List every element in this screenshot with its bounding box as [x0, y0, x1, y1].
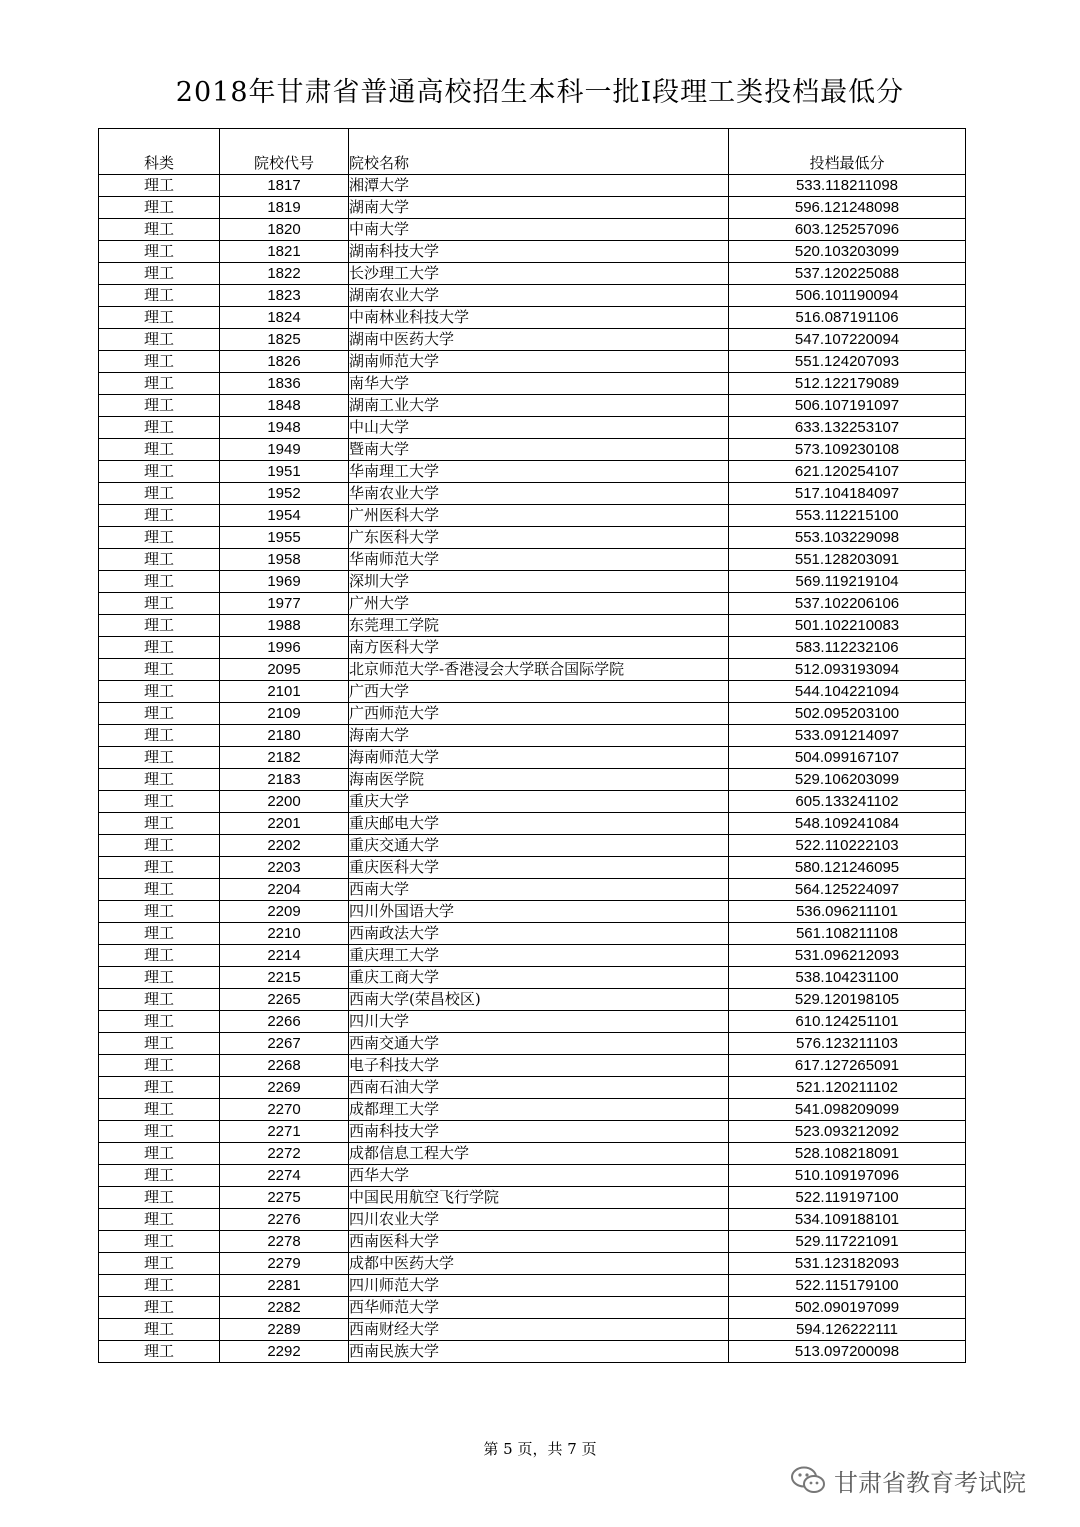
- cell-score: 529.120198105: [729, 989, 966, 1011]
- cell-name: 重庆邮电大学: [349, 813, 729, 835]
- table-row: [99, 395, 966, 417]
- cell-name: 湖南农业大学: [349, 285, 729, 307]
- cell-kelei: 理工: [99, 1209, 220, 1231]
- table-row: [99, 1033, 966, 1055]
- cell-code: 2292: [220, 1341, 349, 1363]
- watermark: [790, 1460, 1026, 1500]
- cell-name: 四川农业大学: [349, 1209, 729, 1231]
- cell-code: 1819: [220, 197, 349, 219]
- table-row: [99, 901, 966, 923]
- cell-kelei: 理工: [99, 725, 220, 747]
- cell-code: 2209: [220, 901, 349, 923]
- cell-score: 506.107191097: [729, 395, 966, 417]
- cell-score: 561.108211108: [729, 923, 966, 945]
- table-row: [99, 417, 966, 439]
- cell-name: 湖南科技大学: [349, 241, 729, 263]
- cell-kelei: 理工: [99, 923, 220, 945]
- cell-code: 2282: [220, 1297, 349, 1319]
- cell-score: 633.132253107: [729, 417, 966, 439]
- cell-name: 西南大学(荣昌校区): [349, 989, 729, 1011]
- cell-score: 512.122179089: [729, 373, 966, 395]
- cell-kelei: 理工: [99, 791, 220, 813]
- table-row: [99, 857, 966, 879]
- cell-kelei: 理工: [99, 219, 220, 241]
- cell-name: 四川大学: [349, 1011, 729, 1033]
- cell-code: 1996: [220, 637, 349, 659]
- score-table: [98, 128, 966, 1363]
- cell-kelei: 理工: [99, 175, 220, 197]
- cell-kelei: 理工: [99, 703, 220, 725]
- cell-code: 1949: [220, 439, 349, 461]
- wechat-icon: [790, 1465, 826, 1495]
- cell-name: 四川外国语大学: [349, 901, 729, 923]
- cell-score: 553.103229098: [729, 527, 966, 549]
- cell-score: 538.104231100: [729, 967, 966, 989]
- cell-code: 2204: [220, 879, 349, 901]
- table-row: [99, 835, 966, 857]
- cell-kelei: 理工: [99, 395, 220, 417]
- cell-score: 580.121246095: [729, 857, 966, 879]
- cell-score: 522.110222103: [729, 835, 966, 857]
- cell-kelei: 理工: [99, 659, 220, 681]
- cell-score: 564.125224097: [729, 879, 966, 901]
- cell-name: 重庆交通大学: [349, 835, 729, 857]
- cell-kelei: 理工: [99, 263, 220, 285]
- cell-code: 1969: [220, 571, 349, 593]
- table-row: [99, 527, 966, 549]
- cell-kelei: 理工: [99, 1011, 220, 1033]
- cell-name: 海南师范大学: [349, 747, 729, 769]
- cell-kelei: 理工: [99, 857, 220, 879]
- cell-code: 1954: [220, 505, 349, 527]
- cell-name: 西南民族大学: [349, 1341, 729, 1363]
- cell-score: 603.125257096: [729, 219, 966, 241]
- cell-code: 2265: [220, 989, 349, 1011]
- cell-code: 1820: [220, 219, 349, 241]
- cell-name: 成都中医药大学: [349, 1253, 729, 1275]
- cell-code: 2278: [220, 1231, 349, 1253]
- cell-score: 512.093193094: [729, 659, 966, 681]
- cell-score: 576.123211103: [729, 1033, 966, 1055]
- cell-score: 596.121248098: [729, 197, 966, 219]
- cell-kelei: 理工: [99, 417, 220, 439]
- table-row: [99, 329, 966, 351]
- cell-name: 西南财经大学: [349, 1319, 729, 1341]
- cell-name: 暨南大学: [349, 439, 729, 461]
- cell-code: 1823: [220, 285, 349, 307]
- cell-kelei: 理工: [99, 351, 220, 373]
- cell-score: 523.093212092: [729, 1121, 966, 1143]
- table-row: [99, 505, 966, 527]
- cell-kelei: 理工: [99, 549, 220, 571]
- cell-score: 531.096212093: [729, 945, 966, 967]
- cell-score: 569.119219104: [729, 571, 966, 593]
- cell-code: 2095: [220, 659, 349, 681]
- cell-kelei: 理工: [99, 439, 220, 461]
- cell-name: 重庆大学: [349, 791, 729, 813]
- column-header-score: 投档最低分: [729, 129, 966, 175]
- cell-kelei: 理工: [99, 1297, 220, 1319]
- cell-code: 2279: [220, 1253, 349, 1275]
- table-row: [99, 219, 966, 241]
- cell-code: 2203: [220, 857, 349, 879]
- cell-score: 520.103203099: [729, 241, 966, 263]
- table-row: [99, 1209, 966, 1231]
- table-row: [99, 1253, 966, 1275]
- column-header-name: 院校名称: [349, 129, 729, 175]
- watermark-text: 甘肃省教育考试院: [834, 1468, 1026, 1497]
- cell-code: 2275: [220, 1187, 349, 1209]
- table-row: [99, 1121, 966, 1143]
- cell-kelei: 理工: [99, 1143, 220, 1165]
- table-row: [99, 945, 966, 967]
- cell-score: 605.133241102: [729, 791, 966, 813]
- cell-name: 中南大学: [349, 219, 729, 241]
- cell-kelei: 理工: [99, 1319, 220, 1341]
- cell-code: 2202: [220, 835, 349, 857]
- cell-score: 547.107220094: [729, 329, 966, 351]
- cell-kelei: 理工: [99, 1033, 220, 1055]
- table-row: [99, 593, 966, 615]
- cell-code: 1952: [220, 483, 349, 505]
- cell-score: 529.117221091: [729, 1231, 966, 1253]
- cell-score: 551.128203091: [729, 549, 966, 571]
- cell-score: 502.095203100: [729, 703, 966, 725]
- cell-kelei: 理工: [99, 1187, 220, 1209]
- table-row: [99, 1187, 966, 1209]
- column-header-code: 院校代号: [220, 129, 349, 175]
- table-row: [99, 989, 966, 1011]
- cell-score: 553.112215100: [729, 505, 966, 527]
- cell-kelei: 理工: [99, 945, 220, 967]
- cell-name: 中国民用航空飞行学院: [349, 1187, 729, 1209]
- cell-kelei: 理工: [99, 967, 220, 989]
- cell-code: 1955: [220, 527, 349, 549]
- cell-code: 1826: [220, 351, 349, 373]
- table-row: [99, 1055, 966, 1077]
- table-row: [99, 637, 966, 659]
- cell-name: 湘潭大学: [349, 175, 729, 197]
- cell-name: 长沙理工大学: [349, 263, 729, 285]
- cell-name: 东莞理工学院: [349, 615, 729, 637]
- cell-name: 电子科技大学: [349, 1055, 729, 1077]
- cell-kelei: 理工: [99, 747, 220, 769]
- cell-score: 534.109188101: [729, 1209, 966, 1231]
- cell-score: 528.108218091: [729, 1143, 966, 1165]
- cell-score: 610.124251101: [729, 1011, 966, 1033]
- cell-kelei: 理工: [99, 879, 220, 901]
- cell-kelei: 理工: [99, 505, 220, 527]
- cell-name: 中南林业科技大学: [349, 307, 729, 329]
- table-row: [99, 351, 966, 373]
- table-body: [99, 175, 966, 1363]
- cell-kelei: 理工: [99, 901, 220, 923]
- cell-code: 1824: [220, 307, 349, 329]
- cell-code: 2276: [220, 1209, 349, 1231]
- cell-name: 北京师范大学-香港浸会大学联合国际学院: [349, 659, 729, 681]
- cell-code: 1822: [220, 263, 349, 285]
- cell-code: 2101: [220, 681, 349, 703]
- cell-name: 西南科技大学: [349, 1121, 729, 1143]
- cell-score: 533.118211098: [729, 175, 966, 197]
- cell-kelei: 理工: [99, 329, 220, 351]
- header-row: [99, 129, 966, 175]
- table-row: [99, 615, 966, 637]
- table-row: [99, 923, 966, 945]
- cell-kelei: 理工: [99, 527, 220, 549]
- cell-kelei: 理工: [99, 813, 220, 835]
- cell-name: 广西师范大学: [349, 703, 729, 725]
- cell-score: 506.101190094: [729, 285, 966, 307]
- cell-name: 重庆理工大学: [349, 945, 729, 967]
- table-row: [99, 373, 966, 395]
- cell-code: 1836: [220, 373, 349, 395]
- cell-score: 537.120225088: [729, 263, 966, 285]
- cell-code: 1988: [220, 615, 349, 637]
- cell-score: 594.126222111: [729, 1319, 966, 1341]
- cell-code: 2271: [220, 1121, 349, 1143]
- cell-code: 1848: [220, 395, 349, 417]
- cell-code: 2182: [220, 747, 349, 769]
- cell-kelei: 理工: [99, 1121, 220, 1143]
- cell-name: 湖南师范大学: [349, 351, 729, 373]
- cell-name: 四川师范大学: [349, 1275, 729, 1297]
- cell-code: 2210: [220, 923, 349, 945]
- cell-kelei: 理工: [99, 593, 220, 615]
- table-row: [99, 1319, 966, 1341]
- cell-kelei: 理工: [99, 197, 220, 219]
- cell-code: 2267: [220, 1033, 349, 1055]
- cell-score: 531.123182093: [729, 1253, 966, 1275]
- cell-code: 2274: [220, 1165, 349, 1187]
- table-row: [99, 703, 966, 725]
- cell-kelei: 理工: [99, 461, 220, 483]
- cell-score: 510.109197096: [729, 1165, 966, 1187]
- table-header: [99, 129, 966, 175]
- cell-kelei: 理工: [99, 989, 220, 1011]
- cell-score: 548.109241084: [729, 813, 966, 835]
- table-row: [99, 725, 966, 747]
- cell-code: 2268: [220, 1055, 349, 1077]
- cell-code: 2183: [220, 769, 349, 791]
- cell-score: 504.099167107: [729, 747, 966, 769]
- cell-code: 2269: [220, 1077, 349, 1099]
- cell-kelei: 理工: [99, 1165, 220, 1187]
- cell-code: 1951: [220, 461, 349, 483]
- table-row: [99, 439, 966, 461]
- cell-name: 海南医学院: [349, 769, 729, 791]
- cell-kelei: 理工: [99, 483, 220, 505]
- cell-name: 重庆医科大学: [349, 857, 729, 879]
- table-row: [99, 747, 966, 769]
- cell-name: 广州大学: [349, 593, 729, 615]
- cell-score: 536.096211101: [729, 901, 966, 923]
- cell-code: 2281: [220, 1275, 349, 1297]
- cell-kelei: 理工: [99, 373, 220, 395]
- cell-kelei: 理工: [99, 1077, 220, 1099]
- table-row: [99, 1297, 966, 1319]
- cell-name: 西华师范大学: [349, 1297, 729, 1319]
- cell-score: 502.090197099: [729, 1297, 966, 1319]
- cell-code: 1948: [220, 417, 349, 439]
- table-row: [99, 659, 966, 681]
- cell-kelei: 理工: [99, 681, 220, 703]
- cell-score: 529.106203099: [729, 769, 966, 791]
- table-row: [99, 175, 966, 197]
- cell-score: 533.091214097: [729, 725, 966, 747]
- table-row: [99, 197, 966, 219]
- table-row: [99, 681, 966, 703]
- cell-name: 湖南中医药大学: [349, 329, 729, 351]
- table-row: [99, 1143, 966, 1165]
- cell-name: 西南医科大学: [349, 1231, 729, 1253]
- cell-code: 2200: [220, 791, 349, 813]
- cell-code: 2272: [220, 1143, 349, 1165]
- cell-kelei: 理工: [99, 307, 220, 329]
- cell-code: 2180: [220, 725, 349, 747]
- cell-name: 湖南工业大学: [349, 395, 729, 417]
- table-row: [99, 571, 966, 593]
- table-row: [99, 769, 966, 791]
- table-row: [99, 1341, 966, 1363]
- cell-kelei: 理工: [99, 241, 220, 263]
- cell-code: 2266: [220, 1011, 349, 1033]
- cell-code: 2109: [220, 703, 349, 725]
- cell-kelei: 理工: [99, 637, 220, 659]
- cell-name: 中山大学: [349, 417, 729, 439]
- cell-code: 2270: [220, 1099, 349, 1121]
- cell-name: 成都信息工程大学: [349, 1143, 729, 1165]
- cell-name: 西南政法大学: [349, 923, 729, 945]
- cell-score: 521.120211102: [729, 1077, 966, 1099]
- cell-kelei: 理工: [99, 1099, 220, 1121]
- cell-name: 西南石油大学: [349, 1077, 729, 1099]
- cell-kelei: 理工: [99, 1231, 220, 1253]
- cell-code: 2215: [220, 967, 349, 989]
- table-row: [99, 967, 966, 989]
- cell-name: 广东医科大学: [349, 527, 729, 549]
- cell-score: 513.097200098: [729, 1341, 966, 1363]
- page-number: 第 5 页，共 7 页: [483, 1440, 597, 1458]
- cell-name: 华南师范大学: [349, 549, 729, 571]
- table-row: [99, 1275, 966, 1297]
- table-row: [99, 879, 966, 901]
- cell-name: 南方医科大学: [349, 637, 729, 659]
- table-row: [99, 307, 966, 329]
- cell-name: 华南理工大学: [349, 461, 729, 483]
- cell-name: 南华大学: [349, 373, 729, 395]
- cell-code: 1825: [220, 329, 349, 351]
- cell-name: 西华大学: [349, 1165, 729, 1187]
- cell-code: 2214: [220, 945, 349, 967]
- cell-name: 成都理工大学: [349, 1099, 729, 1121]
- cell-name: 湖南大学: [349, 197, 729, 219]
- table-row: [99, 549, 966, 571]
- cell-code: 2289: [220, 1319, 349, 1341]
- cell-score: 621.120254107: [729, 461, 966, 483]
- cell-score: 537.102206106: [729, 593, 966, 615]
- cell-kelei: 理工: [99, 1275, 220, 1297]
- table-row: [99, 483, 966, 505]
- cell-kelei: 理工: [99, 1253, 220, 1275]
- cell-name: 深圳大学: [349, 571, 729, 593]
- cell-kelei: 理工: [99, 1341, 220, 1363]
- table-row: [99, 263, 966, 285]
- cell-score: 551.124207093: [729, 351, 966, 373]
- cell-score: 517.104184097: [729, 483, 966, 505]
- table-row: [99, 791, 966, 813]
- cell-code: 1821: [220, 241, 349, 263]
- cell-score: 541.098209099: [729, 1099, 966, 1121]
- cell-name: 广州医科大学: [349, 505, 729, 527]
- cell-score: 516.087191106: [729, 307, 966, 329]
- cell-score: 522.115179100: [729, 1275, 966, 1297]
- cell-code: 2201: [220, 813, 349, 835]
- table-row: [99, 1099, 966, 1121]
- cell-code: 1817: [220, 175, 349, 197]
- column-header-kelei: 科类: [99, 129, 220, 175]
- cell-name: 海南大学: [349, 725, 729, 747]
- cell-score: 573.109230108: [729, 439, 966, 461]
- cell-kelei: 理工: [99, 571, 220, 593]
- page-title: 2018年甘肃省普通高校招生本科一批I段理工类投档最低分: [175, 77, 905, 108]
- cell-kelei: 理工: [99, 615, 220, 637]
- cell-name: 西南交通大学: [349, 1033, 729, 1055]
- cell-kelei: 理工: [99, 285, 220, 307]
- cell-kelei: 理工: [99, 769, 220, 791]
- cell-kelei: 理工: [99, 1055, 220, 1077]
- table-row: [99, 461, 966, 483]
- table-row: [99, 1077, 966, 1099]
- cell-kelei: 理工: [99, 835, 220, 857]
- table-row: [99, 1231, 966, 1253]
- cell-score: 617.127265091: [729, 1055, 966, 1077]
- cell-name: 西南大学: [349, 879, 729, 901]
- table-row: [99, 1011, 966, 1033]
- cell-score: 583.112232106: [729, 637, 966, 659]
- cell-score: 544.104221094: [729, 681, 966, 703]
- cell-name: 广西大学: [349, 681, 729, 703]
- table-row: [99, 1165, 966, 1187]
- cell-code: 1958: [220, 549, 349, 571]
- table-row: [99, 241, 966, 263]
- cell-code: 1977: [220, 593, 349, 615]
- table-row: [99, 813, 966, 835]
- cell-name: 华南农业大学: [349, 483, 729, 505]
- table-row: [99, 285, 966, 307]
- cell-name: 重庆工商大学: [349, 967, 729, 989]
- cell-score: 522.119197100: [729, 1187, 966, 1209]
- cell-score: 501.102210083: [729, 615, 966, 637]
